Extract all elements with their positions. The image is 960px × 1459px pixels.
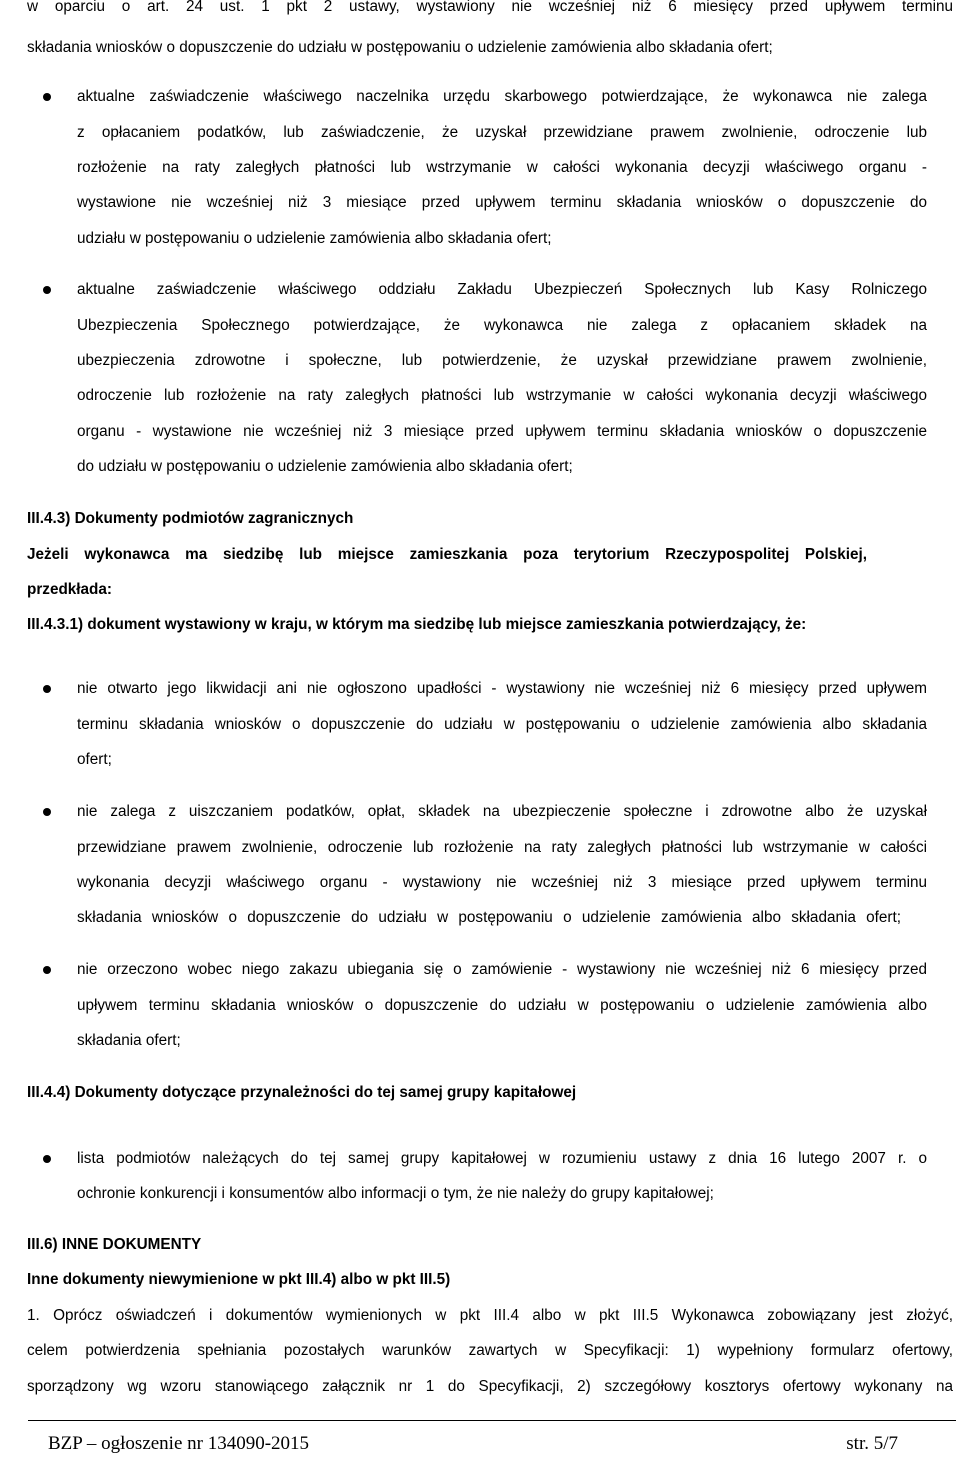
bullet-icon — [43, 1155, 51, 1163]
list-item-line: ochronie konkurencji i konsumentów albo informacji o tym, że nie należy do grupy kapitałowej; — [77, 1185, 714, 1202]
list-item-line: do udziału w postępowaniu o udzielenie zamówienia albo składania ofert; — [77, 458, 573, 475]
section-heading: III.4.3) Dokumenty podmiotów zagranicznych — [27, 510, 354, 527]
bullet-icon — [43, 966, 51, 974]
list-item-line: wykonania decyzji właściwego organu - wystawiony nie wcześniej niż 3 miesiące przed upływem terminu — [77, 874, 927, 891]
bullet-icon — [43, 685, 51, 693]
bullet-icon — [43, 286, 51, 294]
section-subheading: Inne dokumenty niewymienione w pkt III.4) albo w pkt III.5) — [27, 1271, 451, 1288]
section-heading: III.6) INNE DOKUMENTY — [27, 1236, 202, 1253]
paragraph-line: celem potwierdzenia spełniania pozostałych warunków zawartych w Specyfikacji: 1) wypełniony formularz ofertowy, — [27, 1342, 953, 1359]
footer-page-number: str. 5/7 — [846, 1433, 898, 1454]
intro-line: składania wniosków o dopuszczenie do udziału w postępowaniu o udzielenie zamówienia albo składania ofert; — [27, 39, 773, 56]
list-item-line: wystawione nie wcześniej niż 3 miesiące przed upływem terminu składania wniosków o dopuszczenie do — [77, 194, 927, 211]
list-item-line: udziału w postępowaniu o udzielenie zamówienia albo składania ofert; — [77, 230, 552, 247]
list-item-line: nie orzeczono wobec niego zakazu ubiegania się o zamówienie - wystawiony nie wcześniej niż 6 miesięcy przed — [77, 961, 927, 978]
footer-document-id: BZP – ogłoszenie nr 134090-2015 — [48, 1433, 310, 1454]
list-item-line: z opłacaniem podatków, lub zaświadczenie, że uzyskał przewidziane prawem zwolnienie, odroczenie lub — [77, 124, 927, 141]
paragraph-line: sporządzony wg wzoru stanowiącego załącznik nr 1 do Specyfikacji, 2) szczegółowy kosztorys ofertowy wykonany na — [27, 1378, 953, 1395]
paragraph-line: 1. Oprócz oświadczeń i dokumentów wymienionych w pkt III.4 albo w pkt III.5 Wykonawca zobowiązany jest złożyć, — [27, 1307, 953, 1324]
list-item-line: przewidziane prawem zwolnienie, odroczenie lub rozłożenie na raty zaległych płatności lub wstrzymanie w całości — [77, 839, 927, 856]
list-item-line: aktualne zaświadczenie właściwego naczelnika urzędu skarbowego potwierdzające, że wykonawca nie zalega — [77, 88, 927, 105]
section-subheading: III.4.3.1) dokument wystawiony w kraju, w którym ma siedzibę lub miejsce zamieszkania potwierdzający, że: — [27, 616, 807, 633]
list-item-line: odroczenie lub rozłożenie na raty zaległych płatności lub wstrzymanie w całości wykonania decyzji właściwego — [77, 387, 927, 404]
list-item-line: lista podmiotów należących do tej samej grupy kapitałowej w rozumieniu ustawy z dnia 16 lutego 2007 r. o — [77, 1150, 927, 1167]
list-item-line: ubezpieczenia zdrowotne i społeczne, lub potwierdzenie, że uzyskał przewidziane prawem zwolnienie, — [77, 352, 927, 369]
bullet-icon — [43, 93, 51, 101]
list-item-line: ofert; — [77, 751, 112, 768]
list-item-line: organu - wystawione nie wcześniej niż 3 miesiące przed upływem terminu składania wniosków o dopuszczenie — [77, 423, 927, 440]
list-item-line: nie otwarto jego likwidacji ani nie ogłoszono upadłości - wystawiony nie wcześniej niż 6 miesięcy przed upływem — [77, 680, 927, 697]
list-item-line: nie zalega z uiszczaniem podatków, opłat, składek na ubezpieczenie społeczne i zdrowotne albo że uzyskał — [77, 803, 927, 820]
list-item-line: Ubezpieczenia Społecznego potwierdzające, że wykonawca nie zalega z opłacaniem składek na — [77, 317, 927, 334]
list-item-line: aktualne zaświadczenie właściwego oddziału Zakładu Ubezpieczeń Społecznych lub Kasy Rolniczego — [77, 281, 927, 298]
list-item-line: składania wniosków o dopuszczenie do udziału w postępowaniu o udzielenie zamówienia albo składania ofert; — [77, 909, 901, 926]
list-item-line: upływem terminu składania wniosków o dopuszczenie do udziału w postępowaniu o udzielenie zamówienia albo — [77, 997, 927, 1014]
section-subheading: Jeżeli wykonawca ma siedzibę lub miejsce zamieszkania poza terytorium Rzeczypospolitej Polskiej, — [27, 546, 867, 563]
bullet-icon — [43, 808, 51, 816]
list-item-line: składania ofert; — [77, 1032, 181, 1049]
section-subheading: przedkłada: — [27, 581, 113, 598]
footer-divider — [28, 1420, 956, 1421]
list-item-line: terminu składania wniosków o dopuszczenie do udziału w postępowaniu o udzielenie zamówienia albo składania — [77, 716, 927, 733]
section-heading: III.4.4) Dokumenty dotyczące przynależności do tej samej grupy kapitałowej — [27, 1084, 577, 1101]
list-item-line: rozłożenie na raty zaległych płatności lub wstrzymanie w całości wykonania decyzji właściwego organu - — [77, 159, 927, 176]
intro-line: w oparciu o art. 24 ust. 1 pkt 2 ustawy, wystawiony nie wcześniej niż 6 miesięcy przed upływem terminu — [27, 0, 953, 15]
